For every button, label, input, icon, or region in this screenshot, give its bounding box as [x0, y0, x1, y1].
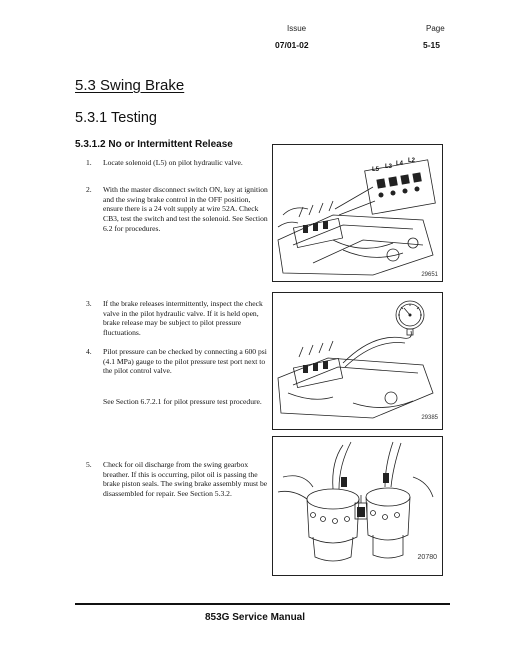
step-text: Pilot pressure can be checked by connecting a 600 psi (4.1 MPa) gauge to the pilot pressure test port next to the pilot control valve. — [103, 347, 267, 376]
issue-date: 07/01-02 — [275, 40, 309, 50]
figure-swing-gearbox — [272, 436, 443, 576]
step-number: 1. — [86, 158, 92, 167]
label-l4: L4 — [396, 161, 404, 167]
issue-label: Issue — [287, 24, 307, 33]
page-number: 5-15 — [423, 40, 441, 50]
step-5 — [86, 460, 268, 499]
label-l5: L5 — [372, 167, 380, 173]
step-number: 5. — [86, 460, 92, 469]
step-3 — [86, 299, 268, 338]
figure-1-number: 29651 — [421, 272, 438, 278]
figure-3-number: 20780 — [417, 554, 437, 561]
footer-rule — [75, 603, 450, 605]
subsubsection-title: 5.3.1.2 No or Intermittent Release — [75, 139, 233, 150]
step-1 — [86, 158, 268, 168]
step-number: 3. — [86, 299, 92, 308]
figure-pressure-gauge — [272, 292, 443, 430]
step-text: If the brake releases intermittently, inspect the check valve in the pilot hydraulic valve. If it is held open, brake release may be subject to pilot pressure fluctuations. — [103, 299, 263, 338]
step-text: Locate solenoid (L5) on pilot hydraulic valve. — [103, 158, 243, 167]
note-text: See Section 6.7.2.1 for pilot pressure test procedure. — [103, 397, 262, 406]
step-text: With the master disconnect switch ON, key at ignition and the swing brake control in the OFF position, ensure there is a 24 volt supply at wire 52A. Check CB3, test the switch and test the solenoid. See Section 6.2 for procedures. — [103, 185, 268, 233]
subsection-title: 5.3.1 Testing — [75, 110, 157, 126]
step-number: 2. — [86, 185, 92, 194]
footer-title: 853G Service Manual — [204, 612, 306, 623]
label-l2: L2 — [408, 158, 416, 164]
figure-solenoid-valve — [272, 144, 443, 282]
solenoid-valve-illustration — [273, 145, 442, 281]
label-l3: L3 — [385, 164, 393, 170]
step-text: Check for oil discharge from the swing gearbox breather. If this is occurring, pilot oil is passing the brake piston seals. The swing brake assembly must be disassembled for repair. See Section 5.3.2. — [103, 460, 268, 499]
step-4 — [86, 347, 268, 376]
pressure-gauge-illustration — [273, 293, 442, 429]
section-title: 5.3 Swing Brake — [75, 77, 185, 94]
figure-2-number: 29385 — [421, 415, 438, 421]
step-number: 4. — [86, 347, 92, 356]
step-2 — [86, 185, 268, 234]
page-label: Page — [426, 24, 445, 33]
